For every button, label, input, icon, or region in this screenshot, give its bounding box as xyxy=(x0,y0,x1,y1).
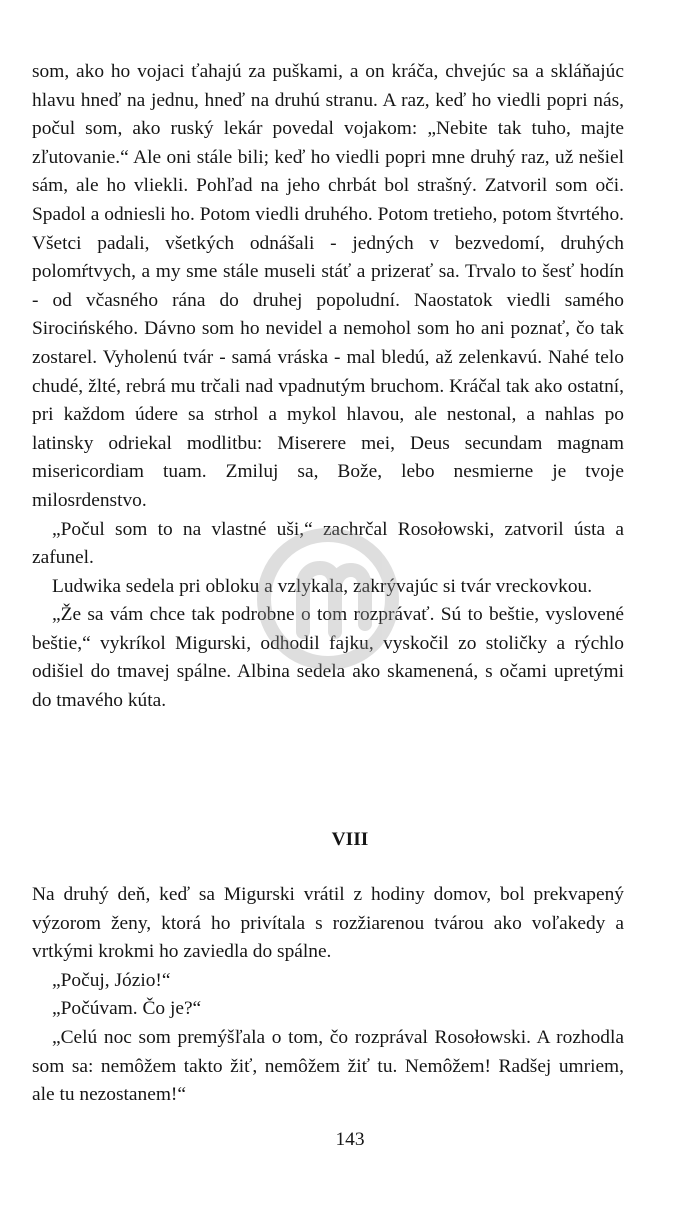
paragraph: „Počul som to na vlastné uši,“ zachrčal Rosołowski, zatvoril ústa a zafunel. xyxy=(32,518,624,569)
text-block-bottom xyxy=(32,881,624,1110)
page-number: 143 xyxy=(335,1129,365,1150)
paragraph: som, ako ho vojaci ťahajú za puškami, a on kráča, chvejúc sa a skláňajúc hlavu hneď na jednu, hneď na druhú stranu. A raz, keď ho viedli popri nás, počul som, ako ruský lekár povedal vojakom: „Nebite tak tuho, majte zľutovanie.“ Ale oni stále bili; keď ho viedli popri mne druhý raz, už nešiel sám, ale ho vliekli. Pohľad na jeho chrbát bol strašný. Zatvoril som oči. Spadol a odniesli ho. Potom viedli druhého. Potom tretieho, potom štvrtého. Všetci padali, všetkých odnášali - jedných v bezvedomí, druhých polomŕtvych, a my sme stále museli stáť a prizerať sa. Trvalo to šesť hodín - od včasného rána do druhej popoludní. Naostatok viedli samého Sirocińského. Dávno som ho nevidel a nemohol som ho ani poznať, čo tak zostarel. Vyholenú tvár - samá vráska - mal bledú, až zelenkavú. Nahé telo chudé, žlté, rebrá mu trčali nad vpadnutým bruchom. Kráčal tak ako ostatní, pri každom údere sa strhol a mykol hlavou, ale nestonal, a nahlas po latinsky odriekal modlitbu: Miserere mei, Deus secundam magnam misericordiam tuam. Zmiluj sa, Bože, lebo nesmierne je tvoje milosrdenstvo. xyxy=(32,61,624,511)
paragraph: Ludwika sedela pri obloku a vzlykala, zakrývajúc si tvár vreckovkou. xyxy=(52,575,593,597)
paragraph: Na druhý deň, keď sa Migurski vrátil z hodiny domov, bol prekvapený výzorom ženy, ktorá ho privítala s rozžiarenou tvárou ako voľakedy a vrtkými krokmi ho zaviedla do spálne. xyxy=(32,884,624,963)
paragraph: „Že sa vám chce tak podrobne o tom rozprávať. Sú to beštie, vyslovené beštie,“ vykríkol Migurski, odhodil fajku, vyskočil zo stoličky a rýchlo odišiel do tmavej spálne. Albina sedela ako skamenená, s očami upretými do tmavého kúta. xyxy=(32,604,624,712)
paragraph: „Počuj, Józio!“ xyxy=(52,969,171,991)
paragraph: „Celú noc som premýšľala o tom, čo rozprával Rosołowski. A rozhodla som sa: nemôžem takto žiť, nemôžem žiť tu. Nemôžem! Radšej umriem, ale tu nezostanem!“ xyxy=(32,1026,624,1106)
text-block-top xyxy=(32,58,624,716)
chapter-heading: VIII xyxy=(331,829,369,850)
paragraph: „Počúvam. Čo je?“ xyxy=(52,998,202,1020)
